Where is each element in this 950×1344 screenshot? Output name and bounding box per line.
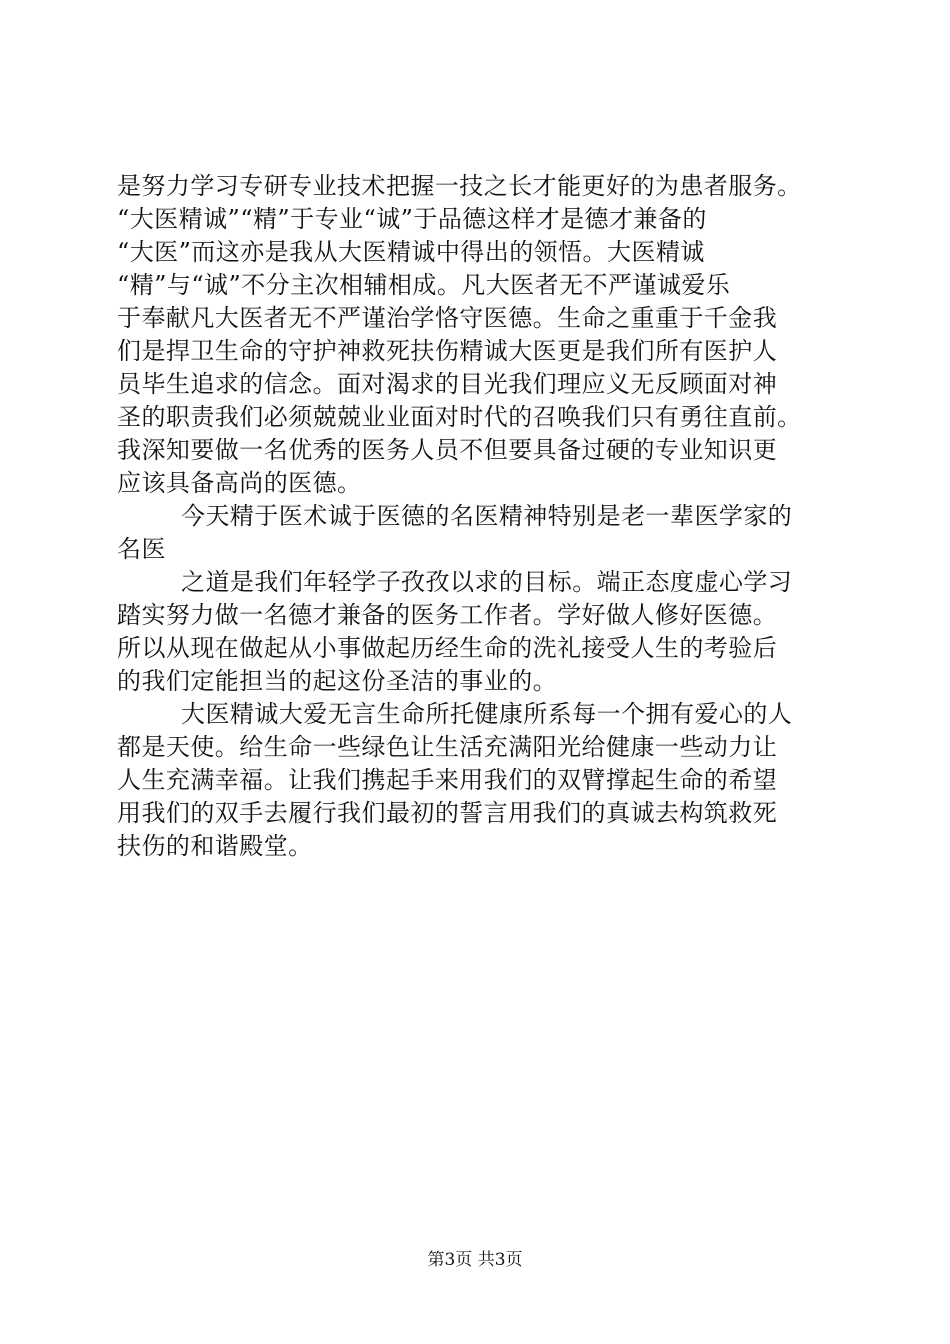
page-footer: 第3页 共3页: [427, 1250, 523, 1270]
paragraph-3: [117, 566, 837, 698]
text-line: 圣的职责我们必须兢兢业业面对时代的召唤我们只有勇往直前。: [117, 403, 802, 431]
text-line: 扶伤的和谐殿堂。: [117, 832, 313, 860]
text-line: 是努力学习专研专业技术把握一技之长才能更好的为患者服务。: [117, 172, 802, 200]
text-line: 于奉献凡大医者无不严谨治学恪守医德。生命之重重于千金我: [117, 304, 778, 332]
text-line: 用我们的双手去履行我们最初的誓言用我们的真诚去构筑救死: [117, 799, 778, 827]
text-line: 踏实努力做一名德才兼备的医务工作者。学好做人修好医德。: [117, 601, 778, 629]
text-line: 我深知要做一名优秀的医务人员不但要具备过硬的专业知识更: [117, 436, 778, 464]
text-line: 大医精诚大爱无言生命所托健康所系每一个拥有爱心的人: [181, 700, 793, 728]
text-line: “大医精诚”“精”于专业“诚”于品德这样才是德才兼备的: [117, 205, 707, 233]
text-line: 名医: [117, 535, 166, 563]
text-line: 员毕生追求的信念。面对渴求的目光我们理应义无反顾面对神: [117, 370, 778, 398]
text-line: “大医”而这亦是我从大医精诚中得出的领悟。大医精诚: [117, 238, 705, 266]
text-line: 应该具备高尚的医德。: [117, 469, 362, 497]
text-line: 今天精于医术诚于医德的名医精神特别是老一辈医学家的: [181, 502, 793, 530]
document-body: [117, 170, 837, 863]
text-line: 都是天使。给生命一些绿色让生活充满阳光给健康一些动力让: [117, 733, 778, 761]
text-line: “精”与“诚”不分主次相辅相成。凡大医者无不严谨诚爱乐: [117, 271, 731, 299]
text-line: 所以从现在做起从小事做起历经生命的洗礼接受人生的考验后: [117, 634, 778, 662]
text-line: 们是捍卫生命的守护神救死扶伤精诚大医更是我们所有医护人: [117, 337, 778, 365]
paragraph-1: [117, 170, 837, 500]
text-line: 人生充满幸福。让我们携起手来用我们的双臂撑起生命的希望: [117, 766, 778, 794]
paragraph-2: [117, 500, 837, 566]
paragraph-4: [117, 698, 837, 863]
text-line: 的我们定能担当的起这份圣洁的事业的。: [117, 667, 558, 695]
text-line: 之道是我们年轻学子孜孜以求的目标。端正态度虚心学习: [181, 568, 793, 596]
